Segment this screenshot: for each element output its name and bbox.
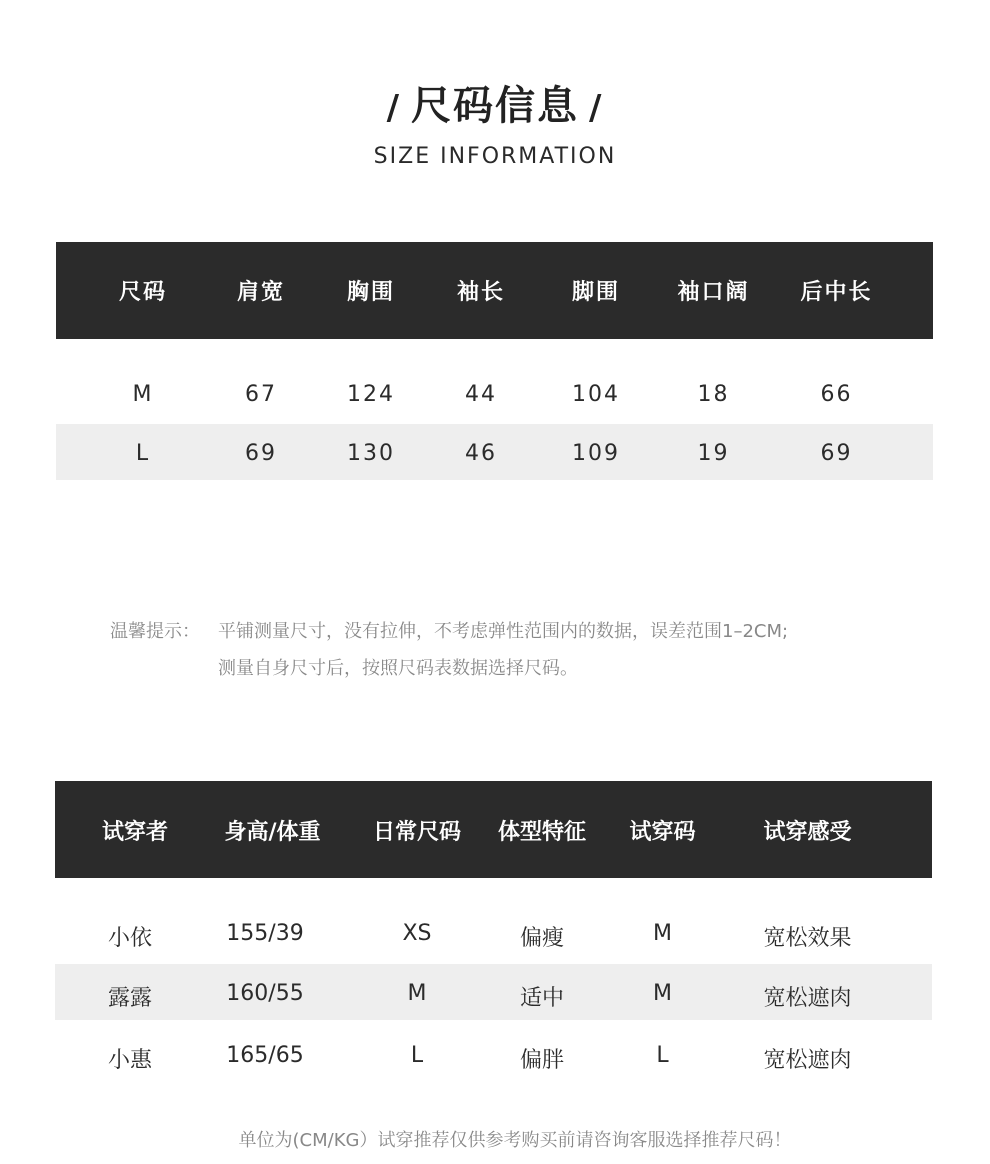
size-cell: 69 (245, 441, 277, 466)
size-header-size: 尺码 (118, 280, 167, 305)
title-slash-right: / (589, 88, 604, 128)
size-cell: 124 (347, 382, 395, 407)
fit-cell: M (653, 921, 672, 946)
table-row (55, 964, 932, 1020)
fit-cell: XS (402, 921, 432, 946)
table-row (55, 903, 932, 963)
table-row (56, 364, 933, 424)
size-header-cuff: 袖口阔 (677, 280, 750, 305)
table-row (56, 424, 933, 480)
tip-label: 温馨提示： (110, 621, 200, 642)
size-header-length: 后中长 (800, 280, 873, 305)
size-header-hem: 脚围 (571, 280, 620, 305)
table-row (55, 1020, 932, 1080)
fit-cell: 宽松遮肉 (763, 986, 852, 1011)
size-cell: 44 (465, 382, 497, 407)
fit-table-header (55, 781, 932, 878)
tip-line-2: 测量自身尺寸后，按照尺码表数据选择尺码。 (218, 658, 578, 679)
size-cell: M (132, 382, 154, 407)
fit-cell: 宽松效果 (763, 926, 852, 951)
size-cell: 69 (820, 441, 853, 466)
title-slash-left: / (386, 88, 401, 128)
fit-cell: 适中 (519, 986, 564, 1011)
title-zh-text: 尺码信息 (411, 83, 579, 129)
fit-cell: 155/39 (226, 921, 304, 946)
fit-cell: 露露 (107, 986, 152, 1011)
size-header-shoulder: 肩宽 (236, 280, 285, 305)
size-cell: 18 (697, 382, 730, 407)
fit-cell: L (656, 1043, 669, 1068)
page-title (0, 74, 990, 131)
size-cell: 19 (697, 441, 730, 466)
fit-cell: 小惠 (107, 1048, 152, 1073)
fit-cell: L (410, 1043, 424, 1068)
size-cell: 67 (245, 382, 277, 407)
fit-header-tester: 试穿者 (101, 820, 168, 845)
size-cell: L (135, 441, 151, 466)
size-cell: 109 (572, 441, 620, 466)
footer-note: 单位为(CM/KG）试穿推荐仅供参考购买前请咨询客服选择推荐尺码！ (238, 1130, 792, 1151)
size-header-chest: 胸围 (346, 280, 395, 305)
fit-header-usual-size: 日常尺码 (372, 820, 461, 845)
fit-header-body-type: 体型特征 (497, 820, 586, 845)
fit-header-height-weight: 身高/体重 (224, 820, 321, 845)
fit-cell: 165/65 (226, 1043, 304, 1068)
size-cell: 46 (465, 441, 497, 466)
fit-cell: 160/55 (226, 981, 304, 1006)
fit-cell: M (653, 981, 672, 1006)
fit-cell: 偏胖 (519, 1048, 564, 1073)
fit-cell: M (407, 981, 427, 1006)
size-cell: 104 (572, 382, 620, 407)
fit-cell: 偏瘦 (519, 926, 564, 951)
fit-cell: 小依 (107, 926, 152, 951)
fit-header-tried-size: 试穿码 (629, 820, 696, 845)
size-cell: 66 (820, 382, 853, 407)
page-subtitle: SIZE INFORMATION (373, 144, 617, 169)
fit-header-feeling: 试穿感受 (763, 820, 852, 845)
size-table-header (56, 242, 933, 339)
fit-cell: 宽松遮肉 (763, 1048, 852, 1073)
size-cell: 130 (347, 441, 395, 466)
size-header-sleeve: 袖长 (456, 280, 505, 305)
tip-line-1: 平铺测量尺寸，没有拉伸，不考虑弹性范围内的数据，误差范围1–2CM; (218, 621, 789, 642)
